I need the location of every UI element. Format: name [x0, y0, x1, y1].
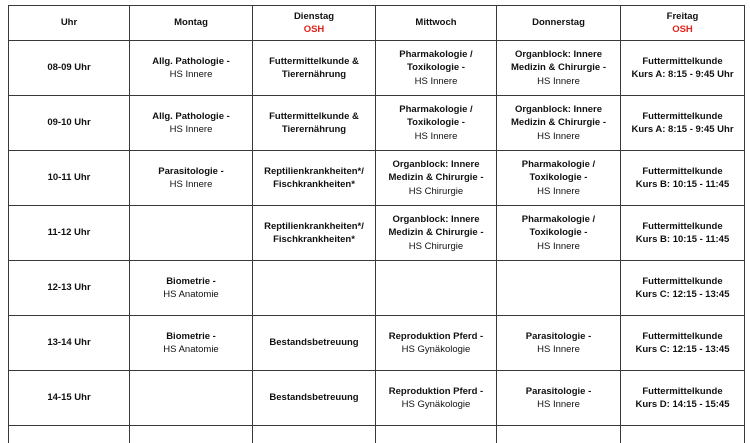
- class-line: Futtermittelkunde: [642, 165, 723, 177]
- class-line: Bestandsbetreuung: [269, 337, 359, 349]
- class-line: Organblock: Innere: [392, 158, 480, 170]
- class-cell-tuesday: [253, 96, 376, 151]
- class-cell-friday: [621, 316, 745, 371]
- schedule-table: [8, 5, 745, 443]
- class-cell-thursday: [497, 206, 621, 261]
- class-cell-tuesday: [253, 371, 376, 426]
- table-row: [9, 426, 745, 443]
- class-line: Kurs A: 8:15 - 9:45 Uhr: [631, 124, 734, 135]
- time-slot-cell: 11-12 Uhr: [9, 206, 130, 261]
- class-cell-friday: [621, 426, 745, 443]
- class-line: Biometrie -: [166, 330, 216, 342]
- day-label: Dienstag: [293, 10, 335, 22]
- class-line: Toxikologie -: [529, 172, 588, 184]
- class-cell-tuesday: [253, 206, 376, 261]
- osh-note: OSH: [672, 24, 693, 35]
- day-header-friday: [621, 6, 745, 41]
- schedule-body: [9, 41, 745, 443]
- class-line: HS Innere: [537, 399, 580, 410]
- class-line: Parasitologie -: [158, 165, 224, 177]
- class-line: Biometrie -: [166, 275, 216, 287]
- day-label: Mittwoch: [415, 17, 457, 29]
- class-cell-tuesday: [253, 261, 376, 316]
- day-header-tuesday: [253, 6, 376, 41]
- class-line: Medizin & Chirurgie -: [511, 117, 606, 129]
- class-line: Reproduktion Pferd -: [388, 385, 484, 397]
- table-row: [9, 316, 745, 371]
- class-line: Toxikologie -: [529, 227, 588, 239]
- day-label: Montag: [174, 17, 208, 29]
- time-column-header: Uhr: [9, 6, 130, 41]
- table-row: [9, 41, 745, 96]
- class-line: Kurs D: 14:15 - 15:45: [635, 399, 730, 410]
- time-slot-cell: 12-13 Uhr: [9, 261, 130, 316]
- class-cell-wednesday: [376, 426, 497, 443]
- class-line: Futtermittelkunde &: [269, 110, 359, 122]
- class-line: HS Innere: [537, 240, 580, 252]
- class-line: Futtermittelkunde: [642, 385, 723, 397]
- class-line: Fischkrankheiten*: [273, 179, 355, 190]
- class-cell-friday: [621, 96, 745, 151]
- class-line: HS Innere: [169, 124, 213, 135]
- class-cell-thursday: [497, 151, 621, 206]
- class-line: HS Chirurgie: [408, 240, 464, 252]
- class-line: Toxikologie -: [407, 62, 465, 74]
- table-row: [9, 371, 745, 426]
- class-line: HS Innere: [537, 344, 580, 355]
- time-slot-cell: 14-15 Uhr: [9, 371, 130, 426]
- class-line: Futtermittelkunde: [642, 220, 723, 232]
- class-line: Reptilienkrankheiten*/: [264, 165, 364, 177]
- class-line: Toxikologie -: [407, 117, 465, 129]
- class-cell-tuesday: [253, 151, 376, 206]
- class-line: HS Innere: [169, 69, 213, 80]
- class-line: Kurs C: 12:15 - 13:45: [635, 344, 730, 355]
- class-line: Parasitologie -: [525, 330, 592, 342]
- class-cell-monday: [130, 426, 253, 443]
- class-line: HS Innere: [537, 75, 580, 87]
- class-cell-wednesday: [376, 206, 497, 261]
- class-line: Fischkrankheiten*: [273, 234, 355, 245]
- class-cell-friday: [621, 151, 745, 206]
- class-line: HS Anatomie: [163, 289, 219, 300]
- class-line: Organblock: Innere: [392, 213, 480, 225]
- class-cell-thursday: [497, 426, 621, 443]
- class-cell-thursday: [497, 316, 621, 371]
- day-header-thursday: [497, 6, 621, 41]
- time-slot-cell: 10-11 Uhr: [9, 151, 130, 206]
- day-label: Freitag: [666, 10, 699, 22]
- class-line: Allg. Pathologie -: [152, 110, 230, 122]
- class-line: Bestandsbetreuung: [269, 392, 359, 404]
- class-line: Organblock: Innere: [514, 103, 603, 115]
- class-cell-monday: [130, 151, 253, 206]
- class-line: Futtermittelkunde &: [269, 55, 359, 67]
- class-cell-wednesday: [376, 96, 497, 151]
- class-line: HS Anatomie: [163, 344, 219, 355]
- day-header-wednesday: [376, 6, 497, 41]
- class-line: Pharmakologie /: [521, 213, 596, 225]
- class-cell-monday: [130, 261, 253, 316]
- class-cell-wednesday: [376, 371, 497, 426]
- day-header-monday: [130, 6, 253, 41]
- class-line: Futtermittelkunde: [642, 275, 723, 287]
- day-label: Donnerstag: [532, 17, 585, 29]
- class-line: Medizin & Chirurgie -: [388, 172, 484, 184]
- class-cell-monday: [130, 41, 253, 96]
- class-line: Pharmakologie /: [399, 48, 473, 60]
- time-slot-cell: [9, 426, 130, 443]
- class-cell-tuesday: [253, 316, 376, 371]
- class-line: Organblock: Innere: [514, 48, 603, 60]
- class-line: Pharmakologie /: [399, 103, 473, 115]
- class-line: Reptilienkrankheiten*/: [264, 220, 364, 232]
- class-line: HS Innere: [537, 130, 580, 142]
- class-line: Kurs A: 8:15 - 9:45 Uhr: [631, 69, 734, 80]
- class-line: HS Innere: [169, 179, 213, 190]
- class-cell-thursday: [497, 261, 621, 316]
- class-line: Medizin & Chirurgie -: [388, 227, 484, 239]
- class-line: Kurs C: 12:15 - 13:45: [635, 289, 730, 300]
- class-line: HS Chirurgie: [408, 185, 464, 197]
- class-cell-thursday: [497, 96, 621, 151]
- class-cell-monday: [130, 96, 253, 151]
- class-line: Allg. Pathologie -: [152, 55, 230, 67]
- class-cell-tuesday: [253, 41, 376, 96]
- class-line: HS Innere: [414, 75, 458, 87]
- class-cell-monday: [130, 316, 253, 371]
- class-line: Futtermittelkunde: [642, 330, 723, 342]
- class-cell-wednesday: [376, 41, 497, 96]
- table-row: [9, 261, 745, 316]
- class-cell-monday: [130, 206, 253, 261]
- class-line: HS Innere: [537, 185, 580, 197]
- table-row: [9, 151, 745, 206]
- osh-note: OSH: [303, 24, 325, 35]
- class-cell-friday: [621, 371, 745, 426]
- time-slot-cell: 08-09 Uhr: [9, 41, 130, 96]
- class-cell-wednesday: [376, 151, 497, 206]
- class-line: Pharmakologie /: [521, 158, 596, 170]
- class-line: Tierernährung: [281, 69, 347, 80]
- class-line: Kurs B: 10:15 - 11:45: [635, 179, 730, 190]
- class-line: HS Gynäkologie: [401, 399, 471, 410]
- class-cell-wednesday: [376, 261, 497, 316]
- class-cell-friday: [621, 41, 745, 96]
- class-cell-tuesday: [253, 426, 376, 443]
- class-cell-thursday: [497, 41, 621, 96]
- table-row: [9, 206, 745, 261]
- header-row: [9, 6, 745, 41]
- class-line: Reproduktion Pferd -: [388, 330, 484, 342]
- class-line: Kurs B: 10:15 - 11:45: [635, 234, 730, 245]
- table-row: [9, 96, 745, 151]
- class-line: Futtermittelkunde: [642, 110, 723, 122]
- class-cell-wednesday: [376, 316, 497, 371]
- class-line: HS Gynäkologie: [401, 344, 471, 355]
- class-line: Medizin & Chirurgie -: [511, 62, 606, 74]
- class-cell-friday: [621, 206, 745, 261]
- class-line: HS Innere: [414, 130, 458, 142]
- time-slot-cell: 09-10 Uhr: [9, 96, 130, 151]
- class-line: Parasitologie -: [525, 385, 592, 397]
- class-cell-thursday: [497, 371, 621, 426]
- class-cell-friday: [621, 261, 745, 316]
- class-line: Futtermittelkunde: [642, 55, 723, 67]
- class-line: Tierernährung: [281, 124, 347, 135]
- time-slot-cell: 13-14 Uhr: [9, 316, 130, 371]
- class-cell-monday: [130, 371, 253, 426]
